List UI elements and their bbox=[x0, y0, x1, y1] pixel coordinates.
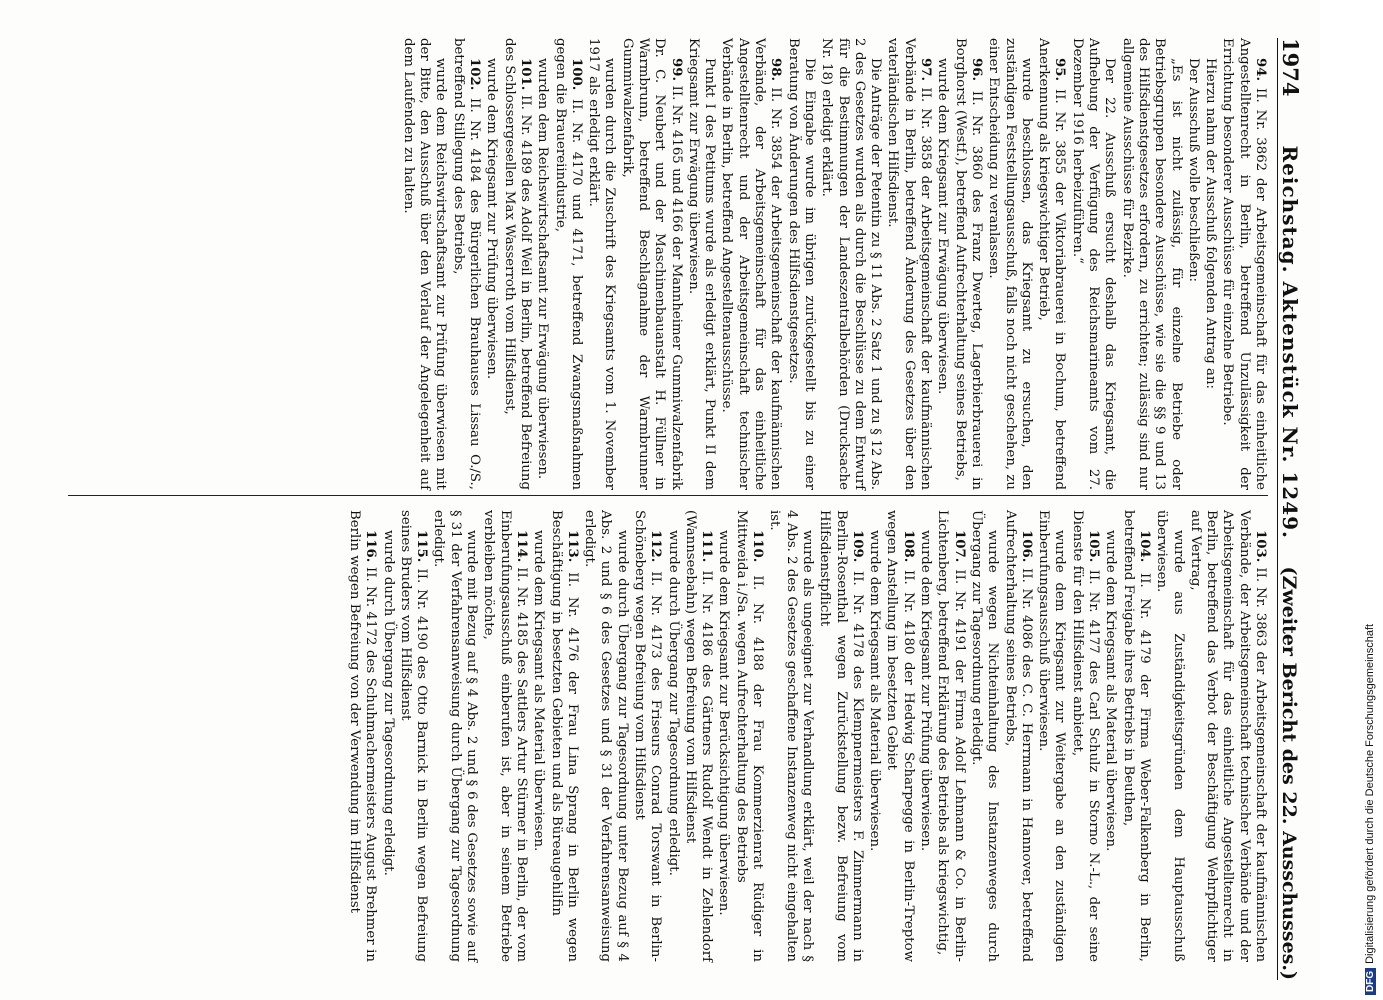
petition-text: II. Nr. 4179 der Firma Weber-Falkenberg in Berlin, betreffend Freigabe ihres Betriebs in Beuthen, bbox=[1120, 510, 1152, 963]
petition-number: 106. bbox=[1018, 530, 1034, 563]
petition-text: Der Ausschuß wolle beschließen: bbox=[1185, 58, 1201, 282]
petition-text: II. Nr. 4172 des Schuhmachermeisters August Brehmer in Berlin wegen Befreiung von der Verwendung im Hilfsdienst bbox=[346, 510, 379, 962]
petition-paragraph bbox=[682, 510, 715, 962]
petition-text: wurde wegen Nichteinhaltung des Instanzenweges durch Übergang zur Tagesordnung erledigt. bbox=[968, 510, 1001, 962]
petition-number: 107. bbox=[951, 530, 967, 563]
petition-text: Punkt I des Petitums wurde als erledigt erklärt, Punkt II dem Kriegsamt zur Erwägung überwiesen. bbox=[685, 38, 718, 490]
petition-text: II. Nr. 3855 der Viktoriabrauerei in Bochum, betreffend Anerkennung als kriegswichtiger Betrieb, bbox=[1036, 38, 1068, 490]
petition-paragraph bbox=[818, 38, 883, 490]
petition-number: 116. bbox=[363, 530, 379, 563]
petition-number: 96. bbox=[968, 58, 984, 82]
petition-paragraph bbox=[1068, 38, 1117, 490]
petition-paragraph bbox=[530, 510, 546, 962]
petition-text: II. Nr. 4189 des Adolf Weil in Berlin, betreffend Befreiung des Schlossergesellen Max Wasserroth vom Hilfsdienst, bbox=[501, 38, 533, 491]
petition-text: II. Nr. 3854 der Arbeitsgemeinschaft der kaufmännischen Verbände, der Arbeitsgemeinschaft für das einheitliche Angestelltenrecht und der Arbeitsgemeinschaft technischer Verbände in Berlin, betreffend Angestelltenausschüsse. bbox=[719, 38, 784, 490]
petition-paragraph bbox=[585, 38, 618, 490]
petition-paragraph bbox=[664, 510, 680, 962]
petition-text: II. Nr. 4086 des C. C. Herrmann in Hannover, betreffend Aufrechterhaltung seines Betriebs, bbox=[1002, 510, 1034, 962]
petition-text: II. Nr. 4191 der Firma Adolf Lehmann & Co. in Berlin-Lichtenberg, betreffend Erklärung des Betriebs als kriegswichtig, bbox=[935, 510, 967, 962]
petition-paragraph bbox=[1035, 38, 1068, 490]
petition-paragraph bbox=[1202, 38, 1218, 490]
petition-text: II. Nr. 4185 des Sattlers Artur Stürmer in Berlin, der vom Einberufungsausschuß einberufen ist, aber in seinem Betriebe verbleiben möchte, bbox=[481, 510, 529, 962]
petition-paragraph bbox=[581, 510, 630, 962]
petition-text: wurde als ungeeignet zur Verhandlung erklärt, weil der nach § 4 Abs. 2 des Gesetzes geschaffene Instanzenweg nicht eingehalten ist. bbox=[767, 510, 815, 962]
petition-paragraph bbox=[917, 510, 933, 962]
petition-text: wurde dem Kriegsamt zur Weitergabe an den zuständigen Einberufungsausschuß überwiesen. bbox=[1036, 510, 1068, 962]
petition-paragraph bbox=[718, 38, 783, 490]
petition-text: wurde dem Kriegsamt als Material überwiesen. bbox=[531, 530, 547, 852]
petition-paragraph bbox=[618, 38, 683, 490]
petition-text: wurde dem Kriegsamt als Material überwiesen. bbox=[867, 530, 883, 852]
petition-text: Die Anträge der Petentin zu § 11 Abs. 2 Satz 1 und zu § 12 Abs. 2 des Gesetzes wurden als durch die Beschlüsse zu dem Entwurf für die Bestimmungen der Landeszentralbehörden (Drucksache Nr. 18) erledigt erklärt. bbox=[819, 38, 884, 490]
petition-paragraph bbox=[685, 38, 718, 490]
petition-paragraph bbox=[884, 38, 933, 490]
petition-number: 105. bbox=[1086, 530, 1102, 563]
petition-paragraph bbox=[1001, 510, 1034, 962]
petition-paragraph bbox=[547, 510, 580, 962]
petition-text: II. Nr. 4176 der Frau Lina Sprang in Berlin wegen Beschäftigung in besetzten Gebieten und als Büreaugehilfin bbox=[548, 510, 580, 962]
petition-paragraph bbox=[766, 510, 815, 962]
petition-text: wurde aus Zuständigkeitsgründen dem Hauptausschuß überwiesen. bbox=[1154, 510, 1186, 962]
petition-number: 103. bbox=[1253, 530, 1268, 563]
petition-paragraph bbox=[430, 510, 479, 962]
petition-number: 95. bbox=[1052, 58, 1068, 82]
petition-text: II. Nr. 4184 des Bürgerlichen Brauhauses Lissau O./S., betreffend Stillegung des Betriebs, bbox=[450, 38, 483, 490]
petition-number: 109. bbox=[849, 530, 865, 563]
petition-text: II. Nr. 4178 des Klempnermeisters F. Zimmermann in Berlin-Rosenthal wegen Zurückstellung bezw. Befreiung vom Hilfsdienstpflicht bbox=[817, 510, 865, 962]
page-header bbox=[1277, 38, 1308, 980]
digitization-credit-text: Digitalisierung gefördert durch die Deutsche Forschungsgemeinschaft bbox=[1364, 623, 1376, 964]
petition-paragraph bbox=[968, 510, 1001, 962]
petition-paragraph bbox=[1118, 38, 1183, 490]
petition-number: 111. bbox=[699, 530, 715, 563]
petition-paragraph bbox=[551, 38, 584, 490]
petition-text: wurde dem Kriegsamt als Material überwiesen. bbox=[1103, 530, 1119, 852]
petition-text: II. Nr. 3860 des Franz Dwerteg, Lagerbierbrauerei in Borghorst (Westf.), betreffend Aufrechterhaltung seines Betriebs, bbox=[952, 38, 984, 490]
petition-number: 113. bbox=[564, 530, 580, 563]
digitization-credit bbox=[1364, 624, 1376, 995]
petition-text: II. Nr. 4165 und 4166 der Mannheimer Gummiwalzenfabrik Dr. C. Neubert und der Maschinenbauanstalt H. Füllner in Warmbrunn, betreffend Beschlagnahme der Warmbrunner Gummiwalzenfabrik, bbox=[619, 38, 684, 490]
petition-paragraph bbox=[816, 510, 865, 962]
petition-number: 104. bbox=[1136, 530, 1152, 563]
petition-text: II. Nr. 3863 der Arbeitsgemeinschaft der kaufmännischen Verbände, der Arbeitsgemeinschaft technischer Verbände und der Arbeitsgemeinschaft für das einheitliche Angestelltenrecht in Berlin, betreffend das Verbot der Beschäftigung Wehrpflichtiger auf Vertrag, bbox=[1187, 510, 1268, 963]
petition-text: wurde dem Reichswirtschaftsamt zur Prüfung überwiesen mit der Bitte, den Ausschuß über den Verlauf der Angelegenheit auf dem Laufenden zu halten. bbox=[400, 38, 449, 490]
petition-paragraph bbox=[397, 510, 430, 962]
petition-number: 99. bbox=[668, 58, 684, 82]
petition-text: II. Nr. 4170 und 4171, betreffend Zwangsmaßnahmen gegen die Brauereiindustrie, bbox=[552, 38, 584, 490]
petition-paragraph bbox=[1119, 510, 1152, 962]
petition-paragraph bbox=[1068, 510, 1101, 962]
petition-number: 94. bbox=[1253, 58, 1268, 82]
petition-paragraph bbox=[866, 510, 882, 962]
petition-number: 101. bbox=[517, 58, 533, 91]
petition-paragraph bbox=[1185, 38, 1201, 490]
petition-text: II. Nr. 4173 des Friseurs Conrad Torswant in Berlin-Schöneberg wegen Befreiung vom Hilfsdienst bbox=[632, 510, 664, 962]
petition-paragraph bbox=[1219, 38, 1268, 490]
petition-paragraph bbox=[1102, 510, 1118, 962]
petition-number: 114. bbox=[513, 530, 529, 563]
petition-text: wurde dem Kriegsamt zur Prüfung überwiesen. bbox=[484, 58, 500, 380]
page-number: 1974 bbox=[1278, 38, 1303, 97]
petition-text: Die Eingabe wurde im übrigen zurückgestellt bis zu einer Beratung von Änderungen des Hilfsdienstgesetzes. bbox=[785, 38, 817, 490]
petition-text: II. Nr. 4190 des Otto Barnick in Berlin wegen Befreiung seines Bruders vom Hilfsdienst bbox=[397, 510, 430, 962]
petition-text: II. Nr. 4188 der Frau Kommerzienrat Rüdiger in Mittweida i./Sa. wegen Aufrechterhaltung des Betriebs bbox=[733, 510, 766, 962]
petition-text: wurde durch Übergang zur Tagesordnung unter Bezug auf § 4 Abs. 2 und § 6 des Gesetzes und § 31 der Verfahrensanweisung erledigt. bbox=[582, 510, 630, 962]
document-subtitle: (Zweiter Bericht des 22. Ausschusses.) bbox=[1278, 566, 1300, 980]
petition-number: 98. bbox=[768, 58, 784, 82]
petition-number: 97. bbox=[918, 58, 934, 82]
petition-paragraph bbox=[449, 38, 482, 490]
petition-text: II. Nr. 3858 der Arbeitsgemeinschaft der kaufmännischen Verbände in Berlin, betreffend Änderung des Gesetzes über den vaterländischen Hilfsdienst. bbox=[885, 38, 934, 490]
petition-number: 100. bbox=[568, 58, 584, 91]
petition-paragraph bbox=[733, 510, 766, 962]
petition-text: wurde dem Kriegsamt zur Berücksichtigung überwiesen. bbox=[716, 530, 732, 916]
column-divider bbox=[68, 495, 1268, 496]
petition-text: Der 22. Ausschuß ersucht deshalb das Kriegsamt, die Aufhebung der Verfügung des Reichsmarineamts vom 27. Dezember 1916 herbeizuführen.“ bbox=[1069, 38, 1118, 490]
petition-text: wurden durch die Zuschrift des Kriegsamts vom 1. November 1917 als erledigt erklärt. bbox=[586, 38, 618, 490]
petition-paragraph bbox=[951, 38, 984, 490]
petition-text: II. Nr. 4180 der Hedwig Scharpegge in Berlin-Treptow wegen Anstellung im besetzten Gebiet bbox=[884, 510, 916, 962]
petition-paragraph bbox=[346, 510, 379, 962]
petition-paragraph bbox=[1035, 510, 1068, 962]
petition-text: wurde mit Bezug auf § 4 Abs. 2 und § 6 des Gesetzes sowie auf § 31 der Verfahrensanweisung durch Übergang zur Tagesordnung erledigt. bbox=[431, 510, 480, 962]
petition-text: „Es ist nicht zulässig, für einzelne Betriebe oder Betriebsgruppen besondere Ausschüsse, wie sie die §§ 9 und 13 des Hilfsdienstgesetzes erfordern, zu errichten; zulässig sind nur allgemeine Ausschüsse für Bezirke. bbox=[1119, 38, 1184, 490]
left-column bbox=[399, 38, 1268, 490]
petition-number: 110. bbox=[750, 530, 766, 563]
petition-paragraph bbox=[883, 510, 916, 962]
petition-paragraph bbox=[934, 510, 967, 962]
petition-number: 102. bbox=[467, 58, 483, 91]
petition-paragraph bbox=[400, 38, 449, 490]
petition-number: 108. bbox=[900, 530, 916, 563]
petition-paragraph bbox=[1153, 510, 1186, 962]
petition-paragraph bbox=[500, 38, 533, 490]
petition-text: II. Nr. 4186 des Gärtners Rudolf Wendt in Zehlendorf (Wannseebahn) wegen Befreiung vom Hilfsdienst bbox=[682, 510, 715, 962]
dfg-logo: DFG bbox=[1365, 968, 1376, 995]
petition-paragraph bbox=[715, 510, 731, 962]
petition-number: 115. bbox=[414, 530, 430, 563]
petition-paragraph bbox=[784, 38, 817, 490]
petition-text: II. Nr. 4177 des Carl Schulz in Storno N.-L., der seine Dienste für den Hilfsdienst anbietet, bbox=[1069, 510, 1102, 962]
petition-paragraph bbox=[1187, 510, 1268, 962]
petition-text: Hierzu nahm der Ausschuß folgenden Antrag an: bbox=[1203, 58, 1219, 390]
petition-paragraph bbox=[379, 510, 395, 962]
petition-text: II. Nr. 3862 der Arbeitsgemeinschaft für das einheitliche Angestelltenrecht in Berlin, betreffend Unzulässigkeit der Errichtung besonderer Ausschüsse für einzelne Betriebe. bbox=[1220, 38, 1268, 490]
petition-text: wurde durch Übergang zur Tagesordnung erledigt. bbox=[665, 530, 681, 876]
petition-text: wurde beschlossen, das Kriegsamt zu ersuchen, den zuständigen Feststellungsausschuß, falls noch nicht geschehen, zu einer Entscheidung zu veranlassen. bbox=[986, 38, 1034, 490]
petition-paragraph bbox=[483, 38, 499, 490]
petition-paragraph bbox=[631, 510, 664, 962]
petition-number: 112. bbox=[648, 530, 664, 563]
petition-text: wurde dem Kriegsamt zur Prüfung überwiesen. bbox=[918, 530, 934, 852]
petition-paragraph bbox=[934, 38, 950, 490]
petition-text: wurde dem Kriegsamt zur Erwägung überwiesen. bbox=[935, 58, 951, 395]
petition-paragraph bbox=[480, 510, 529, 962]
petition-paragraph bbox=[985, 38, 1034, 490]
document-title: Reichstag. Aktenstück Nr. 1249. bbox=[1278, 145, 1302, 540]
petition-paragraph bbox=[534, 38, 550, 490]
right-column bbox=[345, 510, 1268, 962]
petition-text: wurde durch Übergang zur Tagesordnung erledigt. bbox=[380, 530, 396, 876]
petition-text: wurden dem Reichswirtschaftsamt zur Erwägung überwiesen. bbox=[535, 58, 551, 480]
